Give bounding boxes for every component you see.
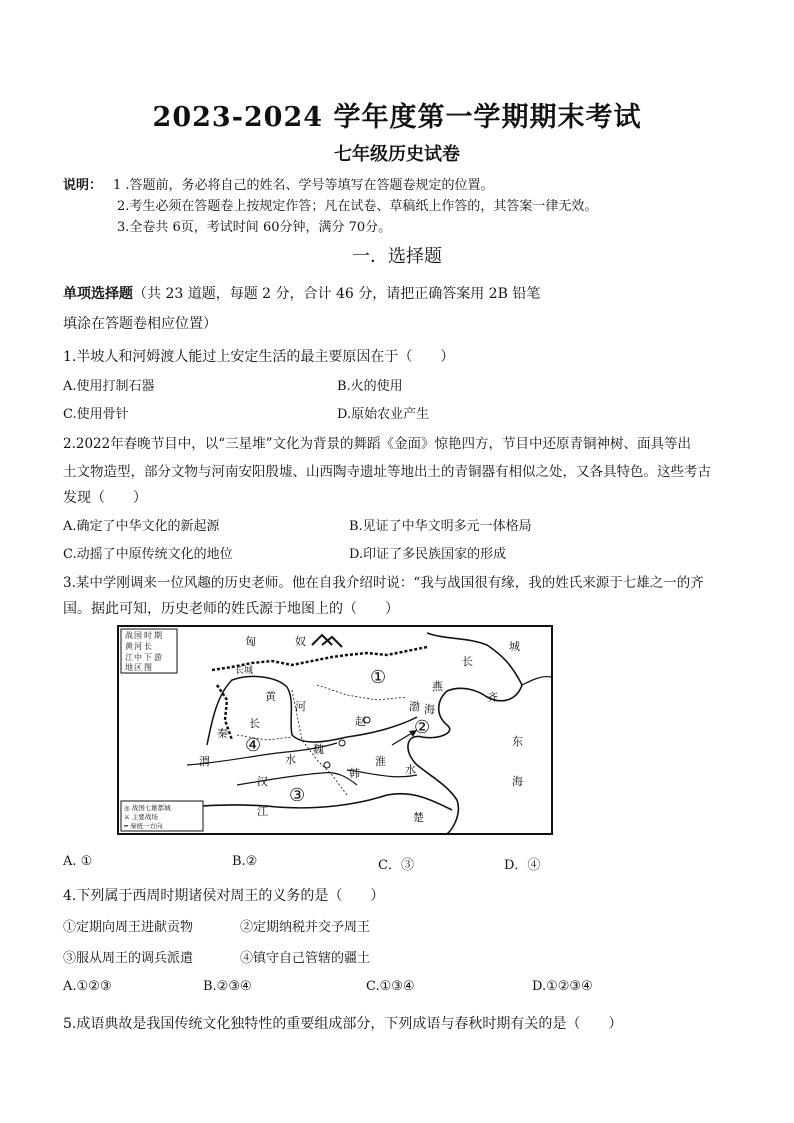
q3-option-b: B.② xyxy=(232,854,258,869)
map-title-char: 期 xyxy=(154,631,162,640)
map-title-char: 下 xyxy=(144,653,152,662)
q1-option-a: A.使用打制石器 xyxy=(63,379,155,394)
label-zhao: 赵 xyxy=(355,715,366,728)
instruction-1: 1 .答题前，务必将自己的姓名、学号等填写在答题卷规定的位置。 xyxy=(113,178,494,193)
map-title-char: 时 xyxy=(144,631,152,640)
map-title-char: 战 xyxy=(125,631,133,640)
q1-option-d: D.原始农业产生 xyxy=(337,407,430,422)
label-cheng-2: 城 xyxy=(509,640,520,653)
legend-battle: ⚔ 主要战场 xyxy=(124,813,158,821)
q4-statement-3: ③服从周王的调兵派遣 xyxy=(63,951,194,966)
label-chu: 楚 xyxy=(413,811,424,824)
marker-1: ① xyxy=(370,667,387,688)
question-2-line-1: 2.2022年春晚节目中，以“三星堆”文化为背景的舞蹈《金面》惊艳四方，节目中还原青铜神树、面具等出 xyxy=(63,436,692,452)
label-shui-2: 水 xyxy=(405,763,416,776)
section-intro-text: （共 23 道题，每题 2 分，合计 46 分，请把正确答案用 2B 铅笔 xyxy=(133,286,541,302)
map-title-char: 游 xyxy=(154,653,162,662)
legend-capital: ◎ 战国七雄都城 xyxy=(124,804,171,812)
q3-option-a: A. ① xyxy=(63,854,93,869)
question-3-line-1: 3.某中学刚调来一位风趣的历史老师。他在自我介绍时说：“我与战国很有缘，我的姓氏来源于七雄之一的齐 xyxy=(63,575,704,591)
label-bohai: 渤 xyxy=(409,700,420,713)
label-wei: 魏 xyxy=(313,743,324,756)
marker-4: ④ xyxy=(245,735,262,756)
label-han-river: 汉 xyxy=(257,775,268,788)
section-intro-line1 xyxy=(63,283,540,303)
map-title-char: 黄 xyxy=(125,642,133,651)
q4-option-d: D.①②③④ xyxy=(532,979,593,994)
question-3-line-2: 国。据此可知，历史老师的姓氏源于地图上的（ ） xyxy=(63,601,399,617)
question-4-stem: 4.下列属于西周时期诸侯对周王的义务的是（ ） xyxy=(63,888,385,904)
label-dong: 东 xyxy=(512,735,523,748)
label-qin: 秦 xyxy=(217,727,228,740)
section-intro-bold: 单项选择题 xyxy=(63,286,133,302)
map-title-char: 江 xyxy=(125,653,133,662)
q2-option-d: D.印证了多民族国家的形成 xyxy=(349,547,507,562)
map-title-char: 国 xyxy=(134,631,142,640)
exam-subtitle: 七年级历史试卷 xyxy=(334,144,460,165)
label-qi: 齐 xyxy=(487,691,498,704)
question-5-stem: 5.成语典故是我国传统文化独特性的重要组成部分，下列成语与春秋时期有关的是（ ） xyxy=(63,1016,623,1032)
label-changcheng: 长城 xyxy=(235,666,254,676)
map-title-char: 长 xyxy=(144,642,152,651)
legend-direction: ━ 秦统一方向 xyxy=(124,822,163,830)
question-2-line-3: 发现（ ） xyxy=(63,490,147,506)
question-2-line-2: 土文物造型，部分文物与河南安阳殷墟、山西陶寺遗址等地出土的青铜器有相似之处，又各具特色。这些考古 xyxy=(63,464,711,480)
instruction-2: 2.考生必须在答题卷上按规定作答；凡在试卷、草稿纸上作答的，其答案一律无效。 xyxy=(117,199,598,214)
question-1-stem: 1.半坡人和河姆渡人能过上安定生活的最主要原因在于（ ） xyxy=(63,349,455,365)
q3-option-c: C．③ xyxy=(378,858,414,873)
q4-option-b: B.②③④ xyxy=(203,979,252,994)
label-shui: 水 xyxy=(285,753,296,766)
warring-states-map xyxy=(117,625,553,835)
label-hai: 海 xyxy=(424,703,435,716)
q1-option-b: B.火的使用 xyxy=(337,379,403,394)
q2-option-c: C.动摇了中原传统文化的地位 xyxy=(63,547,233,562)
label-hai-2: 海 xyxy=(512,775,523,788)
q4-statement-2: ②定期纳税并交予周王 xyxy=(240,920,371,935)
map-title-char: 河 xyxy=(134,642,142,651)
label-he: 河 xyxy=(295,700,306,713)
label-xiongnu-1: 匈 xyxy=(245,635,256,648)
exam-title: 2023-2024 学年度第一学期期末考试 xyxy=(152,102,642,133)
label-xiongnu-2: 奴 xyxy=(295,635,306,648)
q2-option-b: B.见证了中华文明多元一体格局 xyxy=(349,519,532,534)
q2-option-a: A.确定了中华文化的新起源 xyxy=(63,519,220,534)
q4-option-c: C.①③④ xyxy=(366,979,415,994)
instruction-3: 3.全卷共 6页，考试时间 60分钟，满分 70分。 xyxy=(117,220,392,235)
q4-statement-1: ①定期向周王进献贡物 xyxy=(63,920,194,935)
label-jiang: 江 xyxy=(257,805,268,818)
label-chang-river: 长 xyxy=(249,717,260,730)
label-han: 韩 xyxy=(349,767,360,780)
marker-2: ② xyxy=(414,717,431,738)
marker-3: ③ xyxy=(289,785,306,806)
label-huai: 淮 xyxy=(375,755,386,768)
map-title-char: 区 xyxy=(134,663,142,672)
label-yan: 燕 xyxy=(432,680,443,693)
map-title-char: 地 xyxy=(125,663,133,672)
section-intro-line2: 填涂在答题卷相应位置） xyxy=(63,316,217,332)
section-heading: 一．选择题 xyxy=(352,246,442,267)
map-title-char: 中 xyxy=(134,653,142,662)
instructions-label: 说明： xyxy=(63,178,103,193)
q4-statement-4: ④镇守自己管辖的疆土 xyxy=(240,951,371,966)
q3-option-d: D．④ xyxy=(504,858,541,873)
label-changcheng-2: 长 xyxy=(462,655,473,668)
label-huanghe: 黄 xyxy=(265,690,276,703)
map-title-char: 图 xyxy=(144,663,152,672)
q4-option-a: A.①②③ xyxy=(63,979,112,994)
q1-option-c: C.使用骨针 xyxy=(63,407,129,422)
label-wei-river: 渭 xyxy=(199,755,210,768)
